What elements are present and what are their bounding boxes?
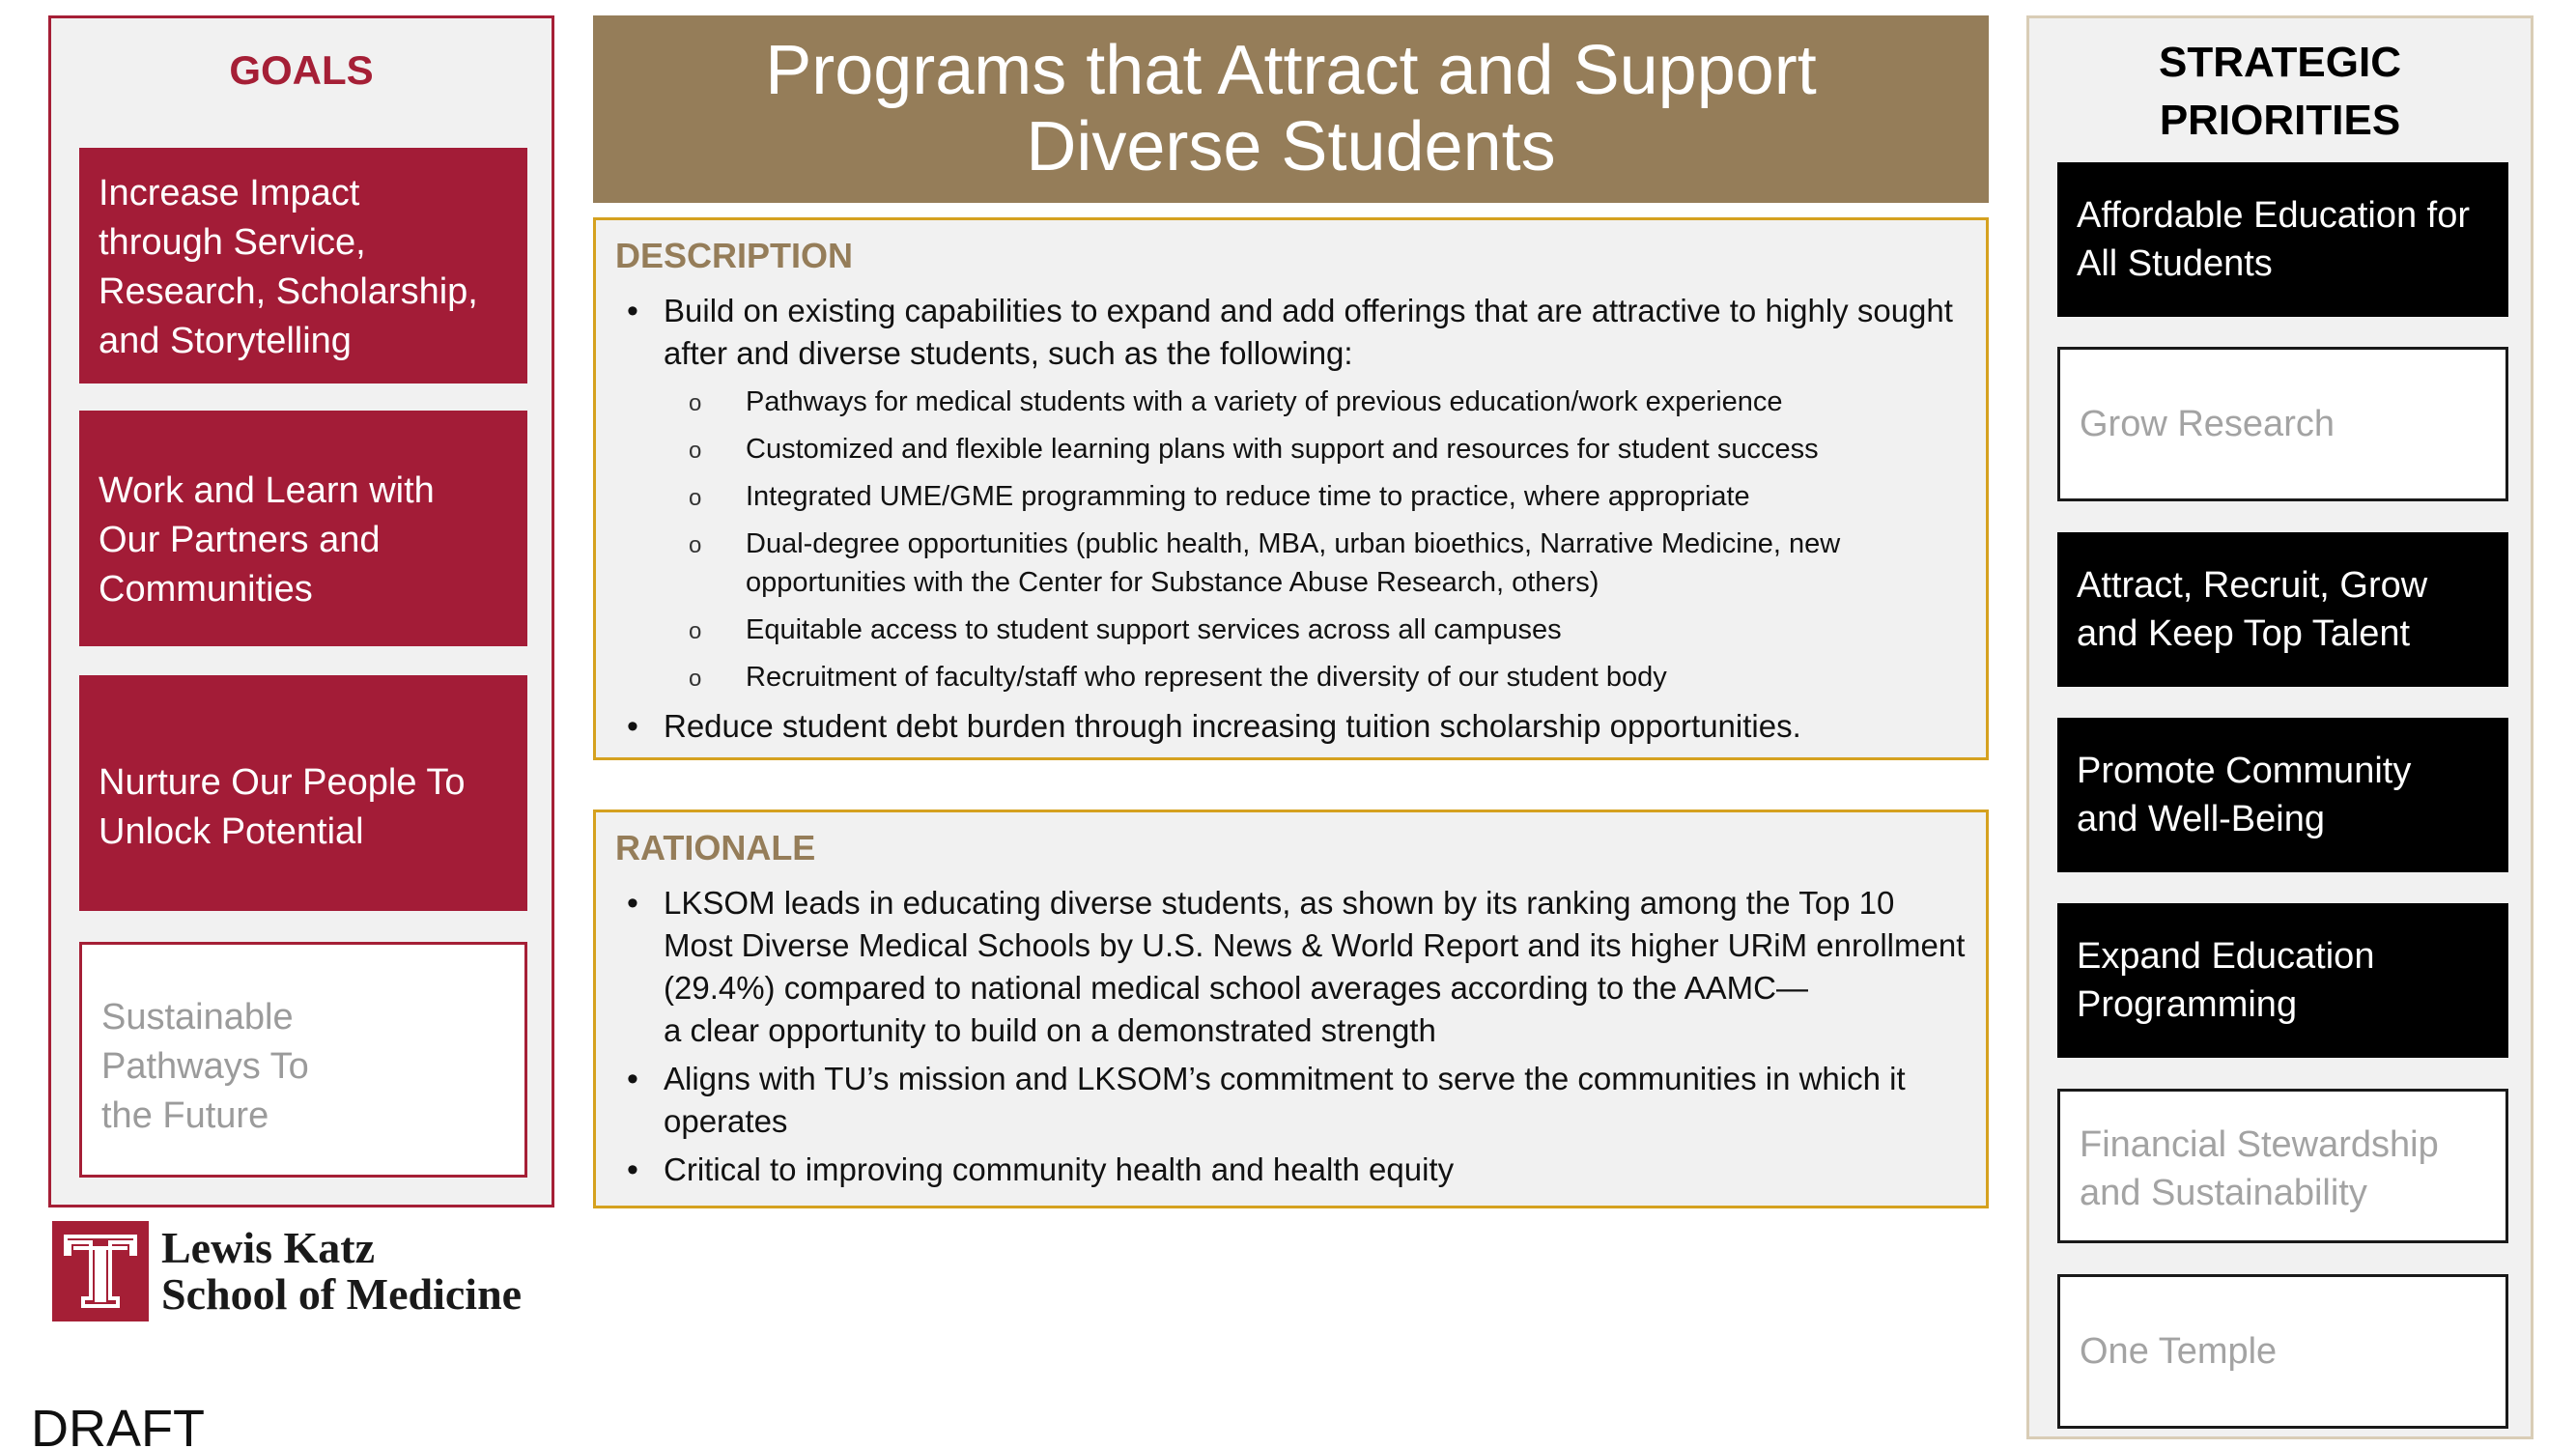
page-title [593,15,1989,203]
goal-line: through Service, [99,222,366,263]
description-box [593,217,1989,760]
goal-line: Increase Impact [99,173,360,213]
title-line: STRATEGIC [2159,39,2401,86]
priority-expand-education [2057,903,2508,1058]
logo-line: School of Medicine [161,1269,523,1319]
goals-panel [48,15,554,1208]
description-list [615,290,1967,748]
goal-line: Nurture Our People To [99,762,466,803]
goal-line: and Storytelling [99,321,352,361]
goal-nurture-people [79,675,527,911]
priority-line: and Keep Top Talent [2077,613,2411,654]
priority-line: Affordable Education for [2077,195,2471,236]
priority-line: Expand Education [2077,936,2375,977]
title-line: PRIORITIES [2159,97,2401,144]
logo-text [161,1225,522,1318]
priority-line: Financial Stewardship [2080,1124,2439,1165]
strategic-priorities-title [2029,34,2531,150]
goal-line: Communities [99,569,313,610]
list-item [615,1149,1967,1191]
school-logo [52,1221,545,1321]
goal-line: Pathways To [101,1046,309,1087]
priority-line: and Well-Being [2077,799,2326,839]
rationale-box [593,810,1989,1208]
priority-one-temple [2057,1274,2508,1429]
goal-work-and-learn [79,411,527,646]
goal-line: Work and Learn with [99,470,435,511]
sub-item: o Recruitment of faculty/staff who represent the diversity of our student body [664,658,1967,696]
goal-line: Research, Scholarship, [99,271,478,312]
goal-line: Sustainable [101,997,294,1037]
list-item [615,1058,1967,1143]
bullet-text: Build on existing capabilities to expand and add offerings that are attractive to highly sought after and diverse students, such as the following: [664,293,1953,371]
goal-sustainable-pathways [79,942,527,1178]
priority-line: and Sustainability [2080,1173,2367,1213]
sub-item: o Customized and flexible learning plans with support and resources for student success [664,430,1967,469]
rationale-list [615,882,1967,1191]
priority-financial-stewardship [2057,1089,2508,1243]
priority-top-talent [2057,532,2508,687]
bullet-text: LKSOM leads in educating diverse students, as shown by its ranking among the Top 10 Most Diverse Medical Schools by U.S. News & World Report and its higher URiM enrollment (29.4%) compared to national medical school averages according to the AAMC— [664,885,1966,1006]
goal-line: Our Partners and [99,520,381,560]
strategic-priorities-panel [2026,15,2534,1439]
sub-item: o Dual-degree opportunities (public health, MBA, urban bioethics, Narrative Medicine, new opportunities with the Center for Substance Abuse Research, others) [664,525,1967,602]
sub-item: o Equitable access to student support services across all campuses [664,611,1967,649]
temple-t-icon [52,1221,149,1321]
sub-list [664,383,1967,696]
priority-line: Programming [2077,984,2298,1025]
list-item [615,882,1967,1052]
goals-title: GOALS [229,47,374,93]
priority-line: All Students [2077,243,2273,284]
list-item [615,290,1967,696]
bullet-text: Critical to improving community health and health equity [664,1151,1455,1187]
goal-line: the Future [101,1095,269,1136]
priority-grow-research [2057,347,2508,501]
title-line: Programs that Attract and Support [765,32,1817,109]
sub-item: o Pathways for medical students with a variety of previous education/work experience [664,383,1967,421]
goal-increase-impact [79,148,527,384]
logo-line: Lewis Katz [161,1223,376,1272]
priority-affordable-education [2057,162,2508,317]
priority-line: Promote Community [2077,751,2412,791]
description-heading: DESCRIPTION [615,236,854,275]
list-item [615,705,1967,748]
title-line: Diverse Students [1026,108,1556,185]
bullet-text: Reduce student debt burden through increasing tuition scholarship opportunities. [664,708,1801,744]
bullet-text: Aligns with TU’s mission and LKSOM’s commitment to serve the communities in which it operates [664,1061,1906,1139]
draft-label: DRAFT [31,1400,205,1449]
bullet-text-continued: a clear opportunity to build on a demonstrated strength [664,1012,1436,1048]
goal-line: Unlock Potential [99,811,364,852]
priority-line: One Temple [2080,1331,2278,1372]
priority-line: Attract, Recruit, Grow [2077,565,2428,606]
priority-community-wellbeing [2057,718,2508,872]
sub-item: o Integrated UME/GME programming to reduce time to practice, where appropriate [664,477,1967,516]
priority-line: Grow Research [2080,404,2335,444]
rationale-heading: RATIONALE [615,828,816,867]
